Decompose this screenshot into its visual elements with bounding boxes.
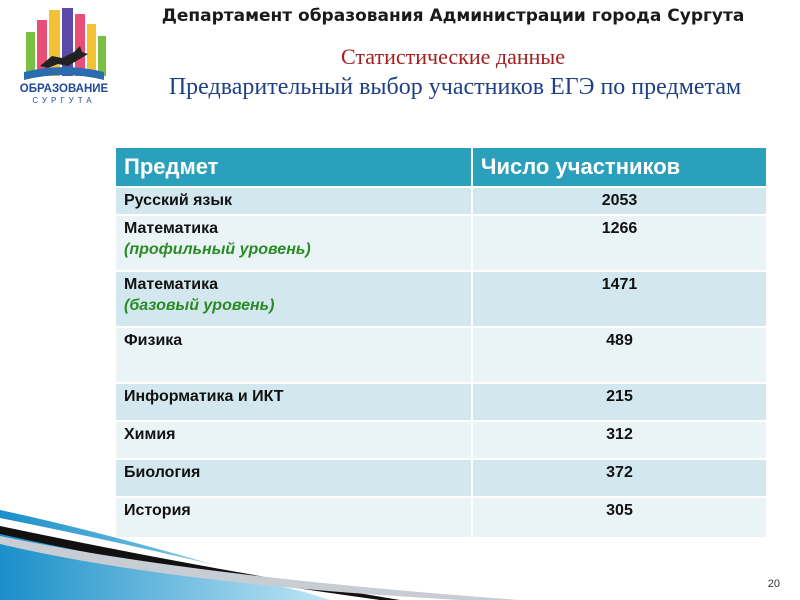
department-title: Департамент образования Администрации города Сургута <box>161 6 745 26</box>
participants-table <box>116 148 766 537</box>
count-cell: 2053 <box>472 187 766 215</box>
subtitle-statistics: Статистические данные <box>341 44 565 69</box>
count-cell: 312 <box>472 421 766 459</box>
count-cell: 372 <box>472 459 766 497</box>
count-cell: 489 <box>472 327 766 383</box>
logo-text-line2: СУРГУТА <box>32 96 96 105</box>
table-row <box>116 215 766 271</box>
subject-name: Физика <box>124 332 183 349</box>
subject-level-note: (базовый уровень) <box>124 297 275 314</box>
table-row <box>116 421 766 459</box>
logo <box>18 6 110 106</box>
subject-cell <box>116 327 472 383</box>
subject-name: Информатика и ИКТ <box>124 388 284 405</box>
count-cell: 305 <box>472 497 766 537</box>
count-cell: 215 <box>472 383 766 421</box>
count-cell: 1471 <box>472 271 766 327</box>
logo-text-line1: ОБРАЗОВАНИЕ <box>19 83 109 95</box>
count-cell: 1266 <box>472 215 766 271</box>
subject-cell <box>116 271 472 327</box>
table-row <box>116 327 766 383</box>
subject-name: Математика <box>124 220 219 237</box>
subject-cell <box>116 421 472 459</box>
subject-name: Биология <box>124 464 201 481</box>
column-header-count: Число участников <box>472 148 766 187</box>
logo-bars-icon <box>26 8 106 76</box>
column-header-subject: Предмет <box>116 148 472 187</box>
table-row <box>116 383 766 421</box>
subject-cell <box>116 383 472 421</box>
page-number: 20 <box>767 578 780 590</box>
table-row <box>116 271 766 327</box>
subject-name: Математика <box>124 276 219 293</box>
subject-level-note: (профильный уровень) <box>124 241 311 258</box>
subject-name: Русский язык <box>124 192 233 209</box>
subject-name: Химия <box>124 426 176 443</box>
subtitle-selection: Предварительный выбор участников ЕГЭ по предметам <box>168 74 742 100</box>
table-row <box>116 187 766 215</box>
subject-name: История <box>124 502 191 519</box>
subject-cell <box>116 215 472 271</box>
decorative-wave-icon <box>0 490 520 600</box>
table-header-row <box>116 148 766 187</box>
subject-cell <box>116 187 472 215</box>
